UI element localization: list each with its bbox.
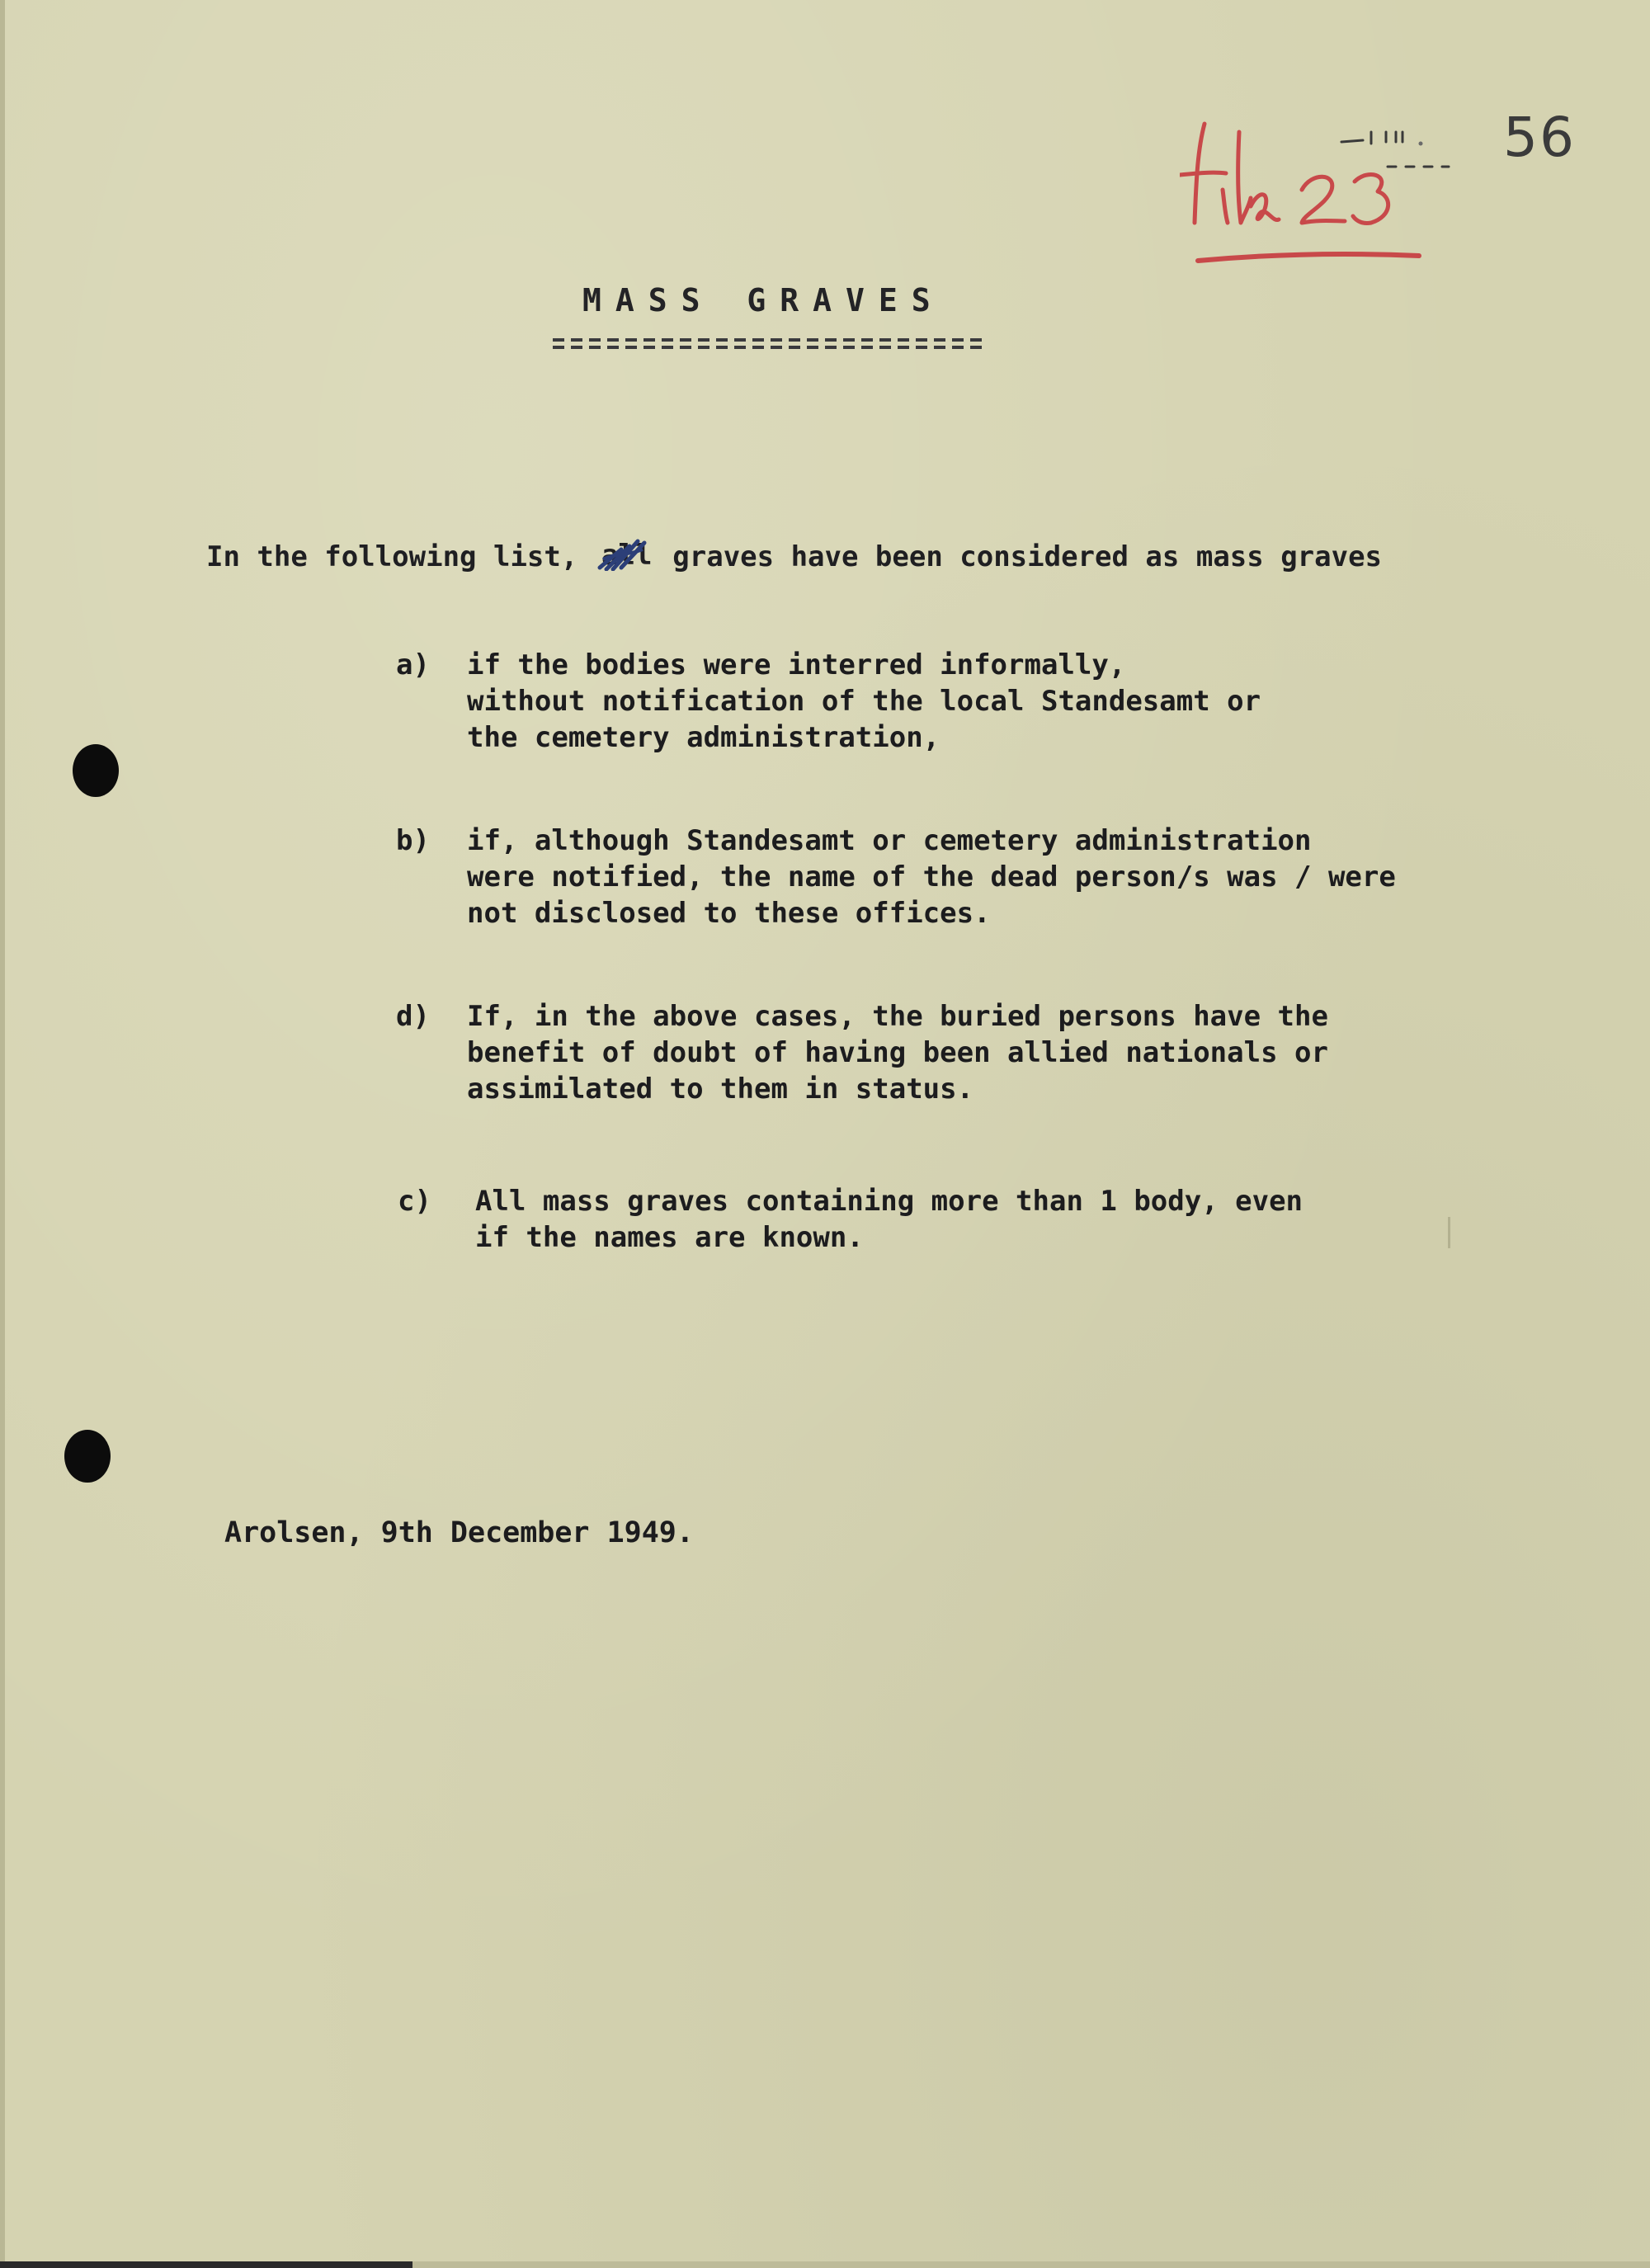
item-line: All mass graves containing more than 1 body, even	[475, 1185, 1304, 1218]
item-line: if the bodies were interred informally,	[467, 648, 1126, 681]
item-line: If, in the above cases, the buried persons have the	[467, 1000, 1328, 1033]
item-label: c)	[398, 1185, 431, 1218]
punch-hole-bottom	[64, 1430, 111, 1483]
item-line: if, although Standesamt or cemetery administration	[467, 824, 1312, 857]
list-item	[467, 823, 1396, 931]
struck-out-word	[596, 538, 651, 571]
item-label: a)	[396, 648, 430, 681]
list-item	[467, 998, 1328, 1107]
item-label: d)	[396, 1000, 430, 1033]
page-bottom-edge-light	[412, 2261, 1650, 2268]
page-number: 56	[1503, 106, 1576, 169]
handwritten-annotation	[1180, 99, 1452, 264]
margin-mark	[1448, 1217, 1450, 1248]
page-title: MASS GRAVES	[582, 282, 945, 318]
item-line: benefit of doubt of having been allied nationals or	[467, 1036, 1328, 1069]
title-double-underline	[553, 338, 983, 350]
list-item	[475, 1183, 1303, 1256]
intro-paragraph	[206, 538, 1382, 575]
ink-scribble-icon	[596, 538, 651, 571]
item-label: b)	[396, 824, 430, 857]
list-item	[467, 647, 1261, 756]
place-and-date: Arolsen, 9th December 1949.	[224, 1516, 694, 1549]
intro-text-before: In the following list,	[206, 540, 595, 573]
item-line: were notified, the name of the dead person/s was / were	[467, 861, 1396, 894]
item-line: assimilated to them in status.	[467, 1073, 974, 1106]
struck-word-text: all	[601, 539, 651, 571]
punch-hole-top	[73, 744, 119, 797]
item-line: not disclosed to these offices.	[467, 897, 991, 930]
intro-text-after: graves have been considered as mass graves	[655, 540, 1383, 573]
page-left-edge	[0, 0, 5, 2268]
item-line: the cemetery administration,	[467, 721, 940, 754]
item-line: without notification of the local Standesamt or	[467, 685, 1261, 718]
item-line: if the names are known.	[475, 1221, 864, 1254]
